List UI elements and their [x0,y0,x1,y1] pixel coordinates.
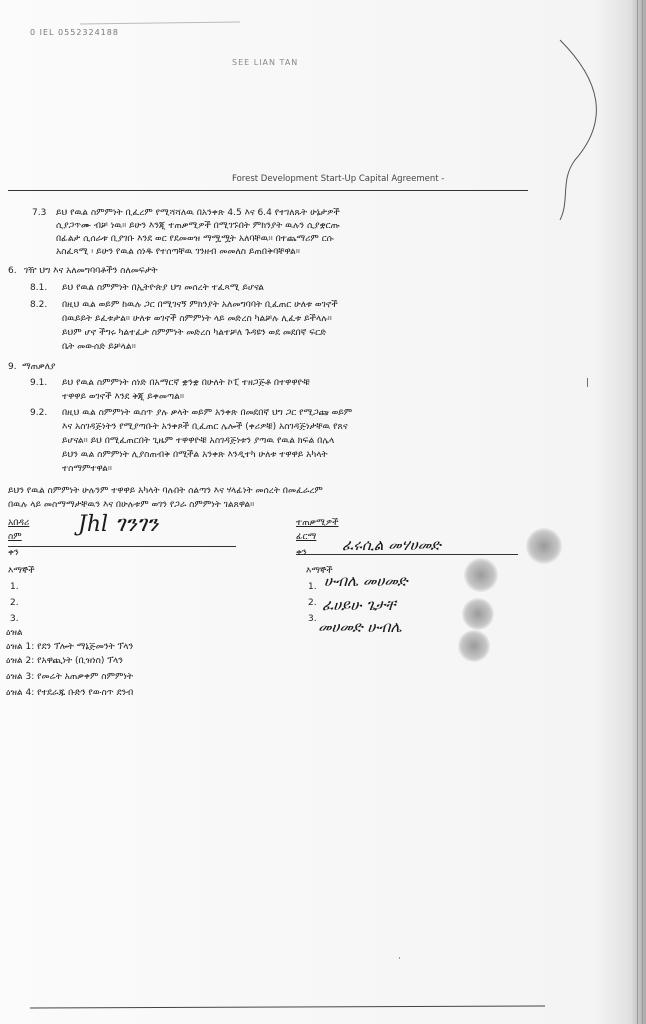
clause-number: 7.3 [32,208,47,218]
right-witnesses-label: እማኞች [306,566,333,576]
clause-text-line: እና አስገዳጅነትን የሚያጣቡት አንቀጾች ቢፈጠር ሌሎች (ቀሪዎቹ) አስገዳጅነታቸዉ የጸና [62,422,348,432]
witness-number: 3. [10,614,19,624]
witness-number: 2. [308,598,317,608]
lender-signature: Jhl ገንገን [78,512,159,537]
clause-number: 8.1. [30,283,48,293]
witnesses-label: እማኞች [8,566,35,576]
beneficiary-date-label: ቀን [296,548,307,558]
clause-number: 6. [8,266,17,276]
witness-signature: ሁብሌ መሀመድ [324,572,408,590]
annex-item: ዕዝል 2: የአዋጪነት (ቢዝነስ) ፕላን [6,656,123,666]
clause-text-line: በዚህ ዉል ስምምነት ዉስጥ ያሉ ቃላት ወይም አንቀጽ በመደበኛ ህግ ጋር የሚጋጩ ወይም [62,408,353,418]
fingerprint-stamp [526,528,562,564]
closing-text-line: በዉሉ ላይ መስማማታቸዉን እና በሁሉቱም ወገን የጋራ ስምምነት ገልጸዋል። [8,500,255,510]
witness-signature: መሀመድ ሁብሌ [318,618,402,636]
annex-item: ዕዝል 1: የደን ፕሎት ማኔጅመንት ፕላን [6,642,134,652]
beneficiaries-sign-label: ፊርማ [296,532,317,542]
clause-text-line: ይህ የዉል ስምምነት ሰነድ በአማርኛ ቋንቋ በሁለት ኮፒ ተዘጋጅቶ በተዋዋዮቹ [62,378,310,388]
header-rule [8,190,528,191]
scan-artifact-line [80,22,240,24]
faded-header-text: 0 IEL 0552324188 [30,28,119,37]
margin-mark: | [586,378,590,388]
beneficiary-sign-line [296,554,518,555]
lender-sign-line [8,546,236,547]
annex-item: ዕዝል 4: የተደራጁ ቡድን የውስጥ ደንብ [6,688,134,698]
clause-text-line: ይሆናል። ይህ በሚፈጠርበት ጊዜም ተዋዋዮቹ አስገዳጅነቱን ያጣዉ የዉል ክፍል በሌላ [62,436,335,446]
beneficiaries-label: ተጠቃሚዎች [296,518,339,528]
lender-date-label: ቀን [8,548,19,558]
clause-text-line: ተዋዋይ ወገኖች እንደ ቅጂ ይቀመጣል። [62,392,185,402]
witness-number: 3. [308,614,317,624]
clause-text-line: ቤት መውሰድ ይቻላል። [62,342,136,352]
fingerprint-stamp [464,558,498,592]
closing-text-line: ይህን የዉል ስምምነት ሁሉንም ተዋዋይ አካላት ባሉበት ሰልጣን እና ሃላፊነት መሰረት በመፈራረም [8,486,323,496]
clause-number: 9. [8,362,17,372]
annexes-label: ዕዝል [6,628,23,638]
clause-text-line: ይህን ዉል ስምምነት ሊያስጠብቅ በሚችል አንቀጽ እንዲተካ ሁለቱ ተዋዋይ አካላት [62,450,328,460]
clause-text-line: ይህ የዉል ስምምነት በኢትዮጵያ ህግ መሰረት ተፈጻሚ ይሆናል [62,283,264,293]
clause-text-line: በፊልታ ሲሰራቱ ቢያገቡ እንደ ወር የደመወዝ ማሟሟት አለባቸዉ። በተጨማሪም ርሱ [56,234,334,244]
section-heading: ገዥ ህግ እና አለመግባባቶችን ስለመፍታት [24,266,158,276]
scan-artifact-curve [560,40,596,220]
lender-label: አበዳሪ [8,518,30,528]
clause-text-line: በዚህ ዉል ወይም ከዉሉ ጋር በሚገናኝ ምክንያት አለመግባባት ቢፈጠር ሁለቱ ወገኖች [62,300,338,310]
annex-item: ዕዝል 3: የመሬት አጠቃቀም ስምምነት [6,672,134,682]
section-heading: ማጠቃለያ [22,362,56,372]
beneficiary-signature: ፈሩሲል መሃሀመድ [342,536,441,554]
clause-text-line: ይህ የዉል ስምምነት ቢፈረም የሚሻሻለዉ በአንቀጽ 4.5 እና 6.4 የተገለጹት ሁኔታዎች [56,208,340,218]
lender-name-label: ስም [8,532,22,542]
clause-number: 9.2. [30,408,48,418]
clause-number: 8.2. [30,300,48,310]
witness-number: 2. [10,598,19,608]
clause-text-line: ተስማምተዋል። [62,464,113,474]
faded-header-text-right: SEE LIAN TAN [232,58,299,67]
fingerprint-stamp [462,598,494,630]
clause-text-line: ሲያጋጥሙ ብቻ ነዉ። ይሁን እንጂ ተጠቃሚዎች በሚገኙበት ምክንያት ዉሉን ሲያቋርጡ [56,221,340,231]
fingerprint-stamp [458,630,490,662]
clause-text-line: ይህም ሆኖ ችግሩ ካልተፈታ ስምምነት መድረስ ካልተቻለ ጉዳዩን ወደ መደበኛ ፍርድ [62,328,327,338]
witness-number: 1. [10,582,19,592]
footer-rule [30,1006,545,1008]
clause-text-line: በዉይይት ይፈቱታል። ሁለቱ ወገኖች ስምምነት ላይ መድረስ ካልቻሉ ሊፈቱ ይችላሉ። [62,314,332,324]
clause-number: 9.1. [30,378,48,388]
speck-mark: · [398,954,401,964]
running-header: Forest Development Start-Up Capital Agreement - [232,174,445,184]
witness-signature: ፈሀይሁ ጌታቸ [322,596,396,614]
clause-text-line: አስፈጻሚ ፡ ይሁን የዉል ሰነዱ የተሰጣቸዉ ገንዘብ መመለስ ይጠበቅባቸዋል። [56,247,300,257]
witness-number: 1. [308,582,317,592]
